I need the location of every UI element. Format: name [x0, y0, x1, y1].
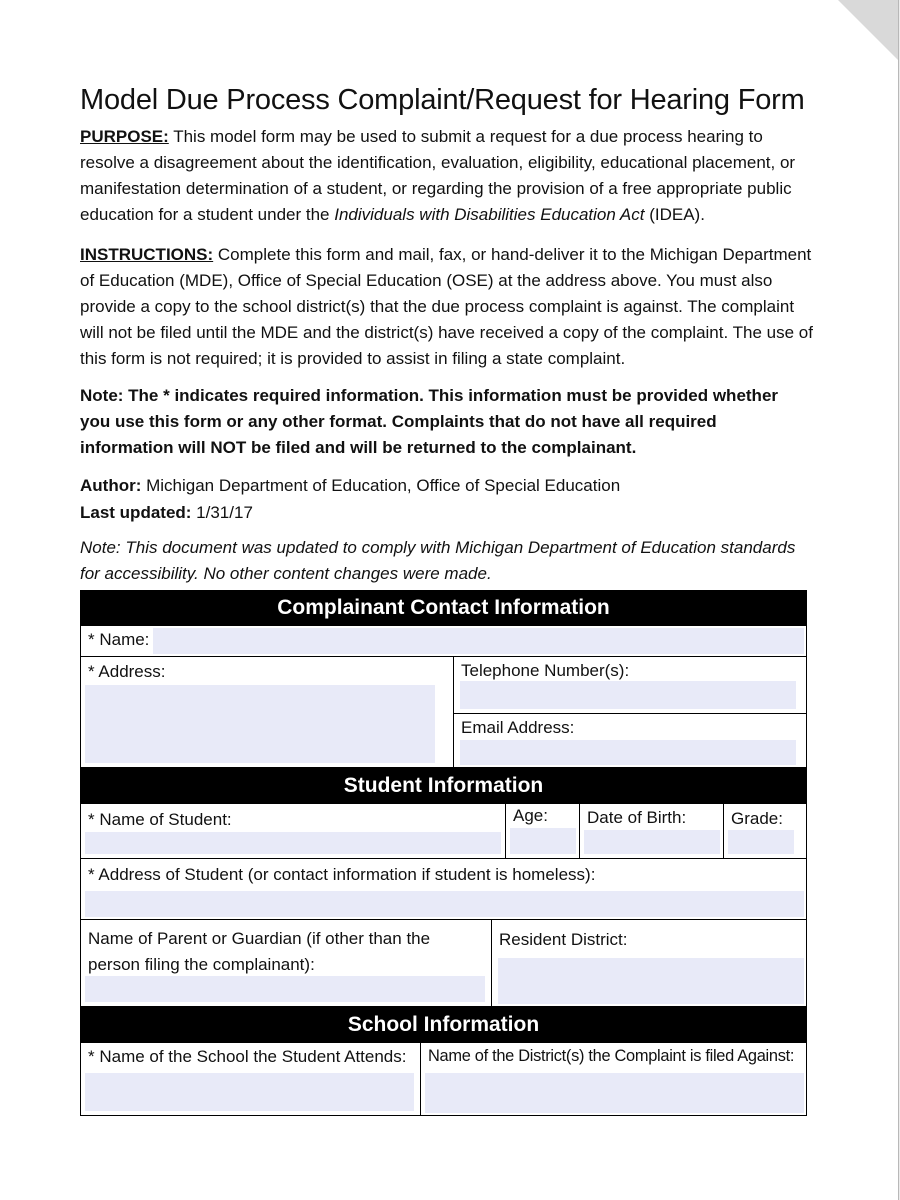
dob-field[interactable] — [584, 830, 720, 854]
purpose-act-name: Individuals with Disabilities Education Act — [334, 205, 645, 224]
complainant-address-row — [80, 657, 807, 768]
school-name-cell — [81, 1043, 420, 1115]
parent-label-line2: person filing the complainant): — [88, 955, 315, 974]
email-field[interactable] — [460, 740, 796, 765]
student-name-cell — [81, 804, 505, 858]
parent-label — [88, 926, 430, 978]
district-against-field[interactable] — [425, 1073, 804, 1113]
complainant-name-field[interactable] — [153, 628, 804, 654]
accessibility-note: Note: This document was updated to comply with Michigan Department of Education standards for accessibility. No other content changes were made. — [80, 538, 796, 583]
purpose-paragraph — [80, 124, 820, 228]
instructions-paragraph — [80, 242, 820, 372]
parent-cell — [81, 920, 491, 1006]
telephone-label: Telephone Number(s): — [461, 661, 630, 680]
last-updated-label: Last updated: — [80, 503, 192, 522]
dob-cell — [579, 804, 724, 858]
grade-cell — [723, 804, 806, 858]
parent-field[interactable] — [85, 976, 485, 1002]
school-name-label: * Name of the School the Student Attends: — [88, 1047, 407, 1066]
student-address-row — [80, 859, 807, 920]
email-cell — [454, 714, 806, 767]
resident-district-cell — [491, 920, 806, 1006]
age-label: Age: — [513, 806, 548, 825]
complainant-name-row — [80, 626, 807, 657]
parent-district-row — [80, 920, 807, 1007]
instructions-label: INSTRUCTIONS: — [80, 245, 214, 264]
school-row — [80, 1043, 807, 1116]
telephone-field[interactable] — [460, 681, 796, 709]
form-title: Model Due Process Complaint/Request for Hearing Form — [80, 84, 805, 116]
age-cell — [505, 804, 580, 858]
grade-field[interactable] — [728, 830, 794, 854]
complainant-address-field[interactable] — [85, 685, 435, 763]
required-note: Note: The * indicates required information. This information must be provided whether you use this form or any other format. Complaints that do not have all required information will NOT be filed and will be returned to the complainant. — [80, 386, 779, 457]
student-name-label: * Name of Student: — [88, 810, 232, 829]
complainant-contact-cell — [453, 657, 806, 767]
complainant-address-label: * Address: — [88, 662, 166, 681]
complainant-address-cell — [81, 657, 453, 767]
author-value: Michigan Department of Education, Office of Special Education — [141, 476, 621, 495]
school-section-header: School Information — [80, 1007, 807, 1043]
last-updated-line — [80, 503, 253, 523]
student-section-header: Student Information — [80, 768, 807, 804]
page-curl — [838, 0, 898, 60]
resident-district-label: Resident District: — [499, 930, 628, 949]
age-field[interactable] — [510, 828, 576, 854]
purpose-text: This model form may be used to submit a request for a due process hearing to resolve a disagreement about the identification, evaluation, eligibility, educational placement, or manifestation determination of a student, or regarding the provision of a free appropriate public education for a student under the — [80, 127, 796, 224]
school-name-field[interactable] — [85, 1073, 414, 1111]
parent-label-line1: Name of Parent or Guardian (if other than the — [88, 929, 431, 948]
student-address-label: * Address of Student (or contact information if student is homeless): — [88, 865, 596, 884]
district-against-label: Name of the District(s) the Complaint is filed Against: — [428, 1047, 795, 1065]
student-address-field[interactable] — [85, 891, 804, 917]
student-name-row — [80, 804, 807, 859]
complainant-section-header: Complainant Contact Information — [80, 590, 807, 626]
purpose-text-end: (IDEA). — [644, 205, 705, 224]
complaint-form — [80, 590, 807, 1116]
author-line — [80, 476, 620, 496]
purpose-label: PURPOSE: — [80, 127, 169, 146]
complainant-name-label: * Name: — [88, 630, 150, 649]
grade-label: Grade: — [731, 809, 783, 828]
dob-label: Date of Birth: — [587, 808, 687, 827]
instructions-text: Complete this form and mail, fax, or hand-deliver it to the Michigan Department of Education (MDE), Office of Special Education (OSE) at the address above. You must also provide a copy to the school district(s) that the due process complaint is against. The complaint will not be filed until the MDE and the district(s) have received a copy of the complaint. The use of this form is not required; it is provided to assist in filing a state complaint. — [80, 245, 813, 368]
author-label: Author: — [80, 476, 142, 495]
email-label: Email Address: — [461, 718, 575, 737]
telephone-cell — [454, 657, 806, 714]
resident-district-field[interactable] — [498, 958, 804, 1004]
student-name-field[interactable] — [85, 832, 501, 854]
last-updated-value: 1/31/17 — [191, 503, 253, 522]
district-against-cell — [420, 1043, 806, 1115]
